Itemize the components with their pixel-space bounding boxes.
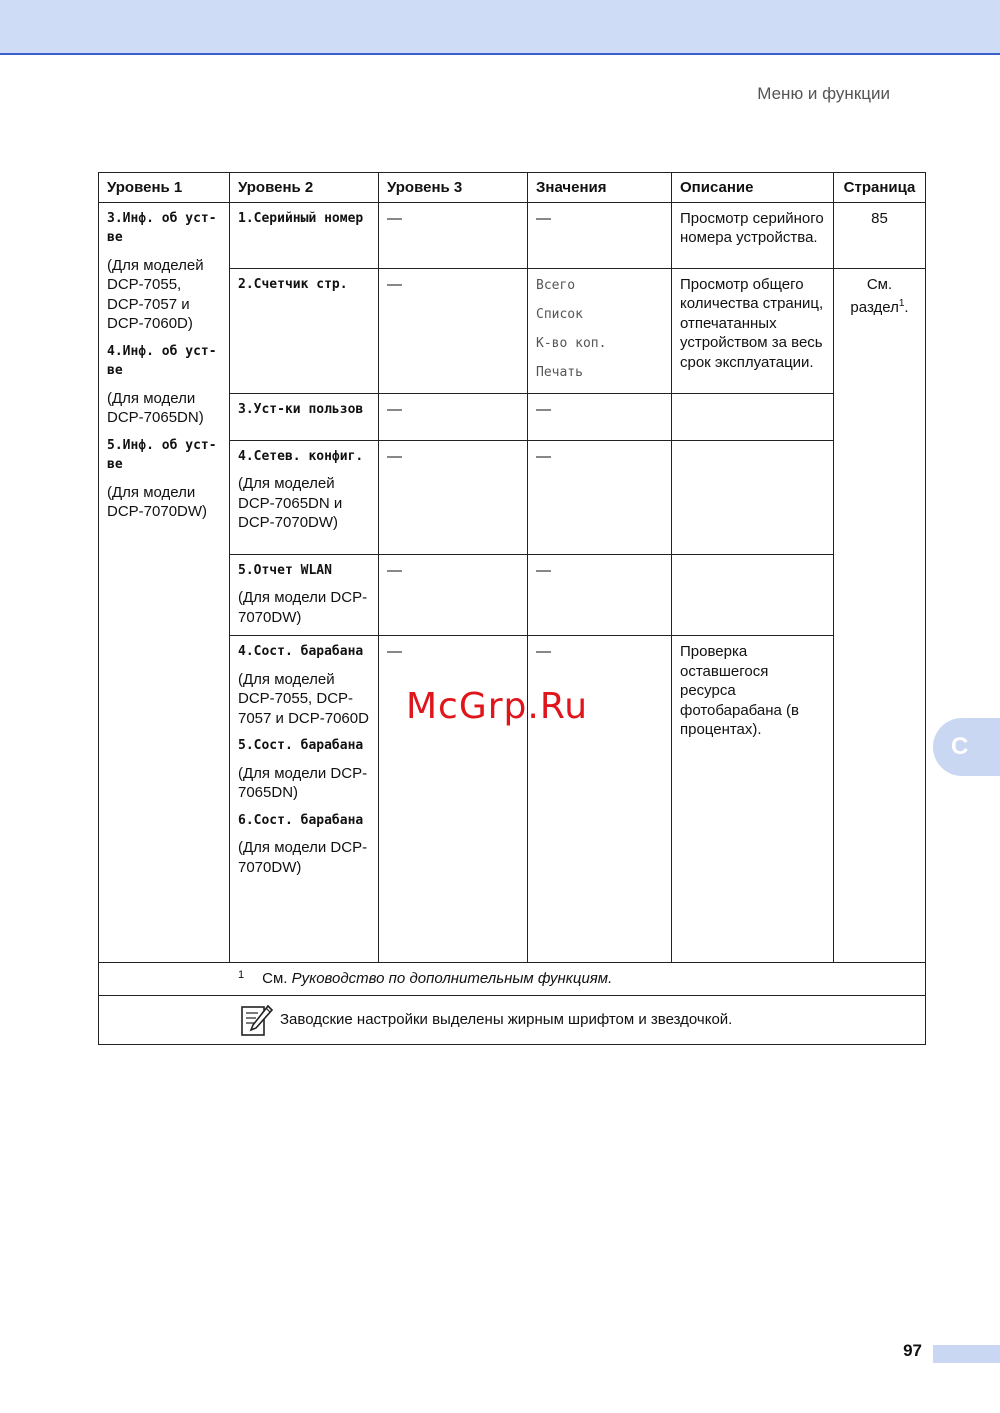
- values-dash: —: [536, 643, 551, 660]
- level2-code: 3.Уст-ки пользов: [238, 401, 364, 417]
- level3-cell: [379, 554, 528, 636]
- value-option: Список: [536, 306, 583, 322]
- description-cell: Просмотр серийного номера устройства.: [672, 202, 834, 268]
- level2-note: (Для моделей DCP-7055, DCP-7057 и DCP-7060D: [238, 670, 369, 727]
- table-header-row: [99, 173, 926, 203]
- level2-cell: [230, 202, 379, 268]
- level2-code: 1.Серийный номер: [238, 210, 364, 226]
- top-color-band: [0, 0, 1000, 55]
- level2-code: 2.Счетчик стр.: [238, 276, 348, 292]
- level2-cell: [230, 268, 379, 393]
- description-cell: [672, 554, 834, 636]
- level3-dash: —: [387, 643, 402, 660]
- level1-note: (Для модели DCP-7065DN): [107, 389, 204, 426]
- appendix-side-tab[interactable]: [933, 718, 1000, 776]
- level3-dash: —: [387, 400, 402, 418]
- level3-cell: [379, 636, 528, 963]
- level2-code: 4.Сост. барабана: [238, 644, 364, 659]
- menu-functions-table: [98, 172, 926, 1045]
- side-tab-label: C: [951, 733, 969, 760]
- footnote-text: Руководство по дополнительным функциям.: [291, 970, 613, 987]
- footnote-row: [99, 963, 926, 996]
- running-header-title: Меню и функции: [757, 84, 890, 103]
- tip-row: [99, 995, 926, 1044]
- level1-note: (Для моделей DCP-7055, DCP-7057 и DCP-7060D): [107, 256, 204, 332]
- level3-dash: —: [387, 275, 402, 293]
- values-cell: [528, 393, 672, 440]
- level2-code: 5.Отчет WLAN: [238, 562, 332, 578]
- description-cell: [672, 440, 834, 554]
- header-level-1: Уровень 1: [99, 173, 230, 203]
- values-dash: —: [536, 400, 551, 418]
- level2-cell: [230, 636, 379, 963]
- level3-dash: —: [387, 561, 402, 579]
- level2-note: (Для модели DCP-7070DW): [238, 839, 368, 876]
- level3-cell: [379, 440, 528, 554]
- footnote-prefix: См.: [262, 970, 292, 987]
- level1-note: (Для модели DCP-7070DW): [107, 483, 208, 520]
- footnote-marker: 1: [898, 298, 905, 309]
- header-page: Страница: [834, 173, 926, 203]
- level3-dash: —: [387, 209, 402, 227]
- level3-dash: —: [387, 447, 402, 465]
- description-cell: [672, 393, 834, 440]
- level1-code: 4.Инф. об уст-ве: [107, 343, 217, 378]
- value-option: Всего: [536, 277, 576, 293]
- description-cell: Просмотр общего количества страниц, отпечатанных устройством за весь срок эксплуатации.: [672, 268, 834, 393]
- level2-code: 4.Сетев. конфиг.: [238, 448, 364, 464]
- description-cell: Проверка оставшегося ресурса фотобарабана (в процентах).: [672, 636, 834, 963]
- table-row: [99, 202, 926, 268]
- level2-note: (Для модели DCP-7070DW): [238, 589, 368, 626]
- values-dash: —: [536, 561, 551, 579]
- value-option: К-во коп.: [536, 335, 607, 351]
- page-number-band: [933, 1345, 1000, 1363]
- level2-note: (Для модели DCP-7065DN): [238, 764, 368, 801]
- header-level-3: Уровень 3: [379, 173, 528, 203]
- level2-note: (Для моделей DCP-7065DN и DCP-7070DW): [238, 475, 343, 531]
- page-cell: 85: [834, 202, 926, 268]
- level1-code: 3.Инф. об уст-ве: [107, 210, 217, 245]
- footnote-cell: [99, 963, 926, 996]
- page-number: 97: [903, 1341, 922, 1360]
- values-cell: [528, 202, 672, 268]
- level3-cell: [379, 202, 528, 268]
- footnote-number: 1: [238, 969, 245, 981]
- level2-cell: [230, 440, 379, 554]
- values-dash: —: [536, 447, 551, 465]
- header-level-2: Уровень 2: [230, 173, 379, 203]
- level2-code: 5.Сост. барабана: [238, 738, 364, 753]
- header-values: Значения: [528, 173, 672, 203]
- level2-cell: [230, 554, 379, 636]
- values-dash: —: [536, 209, 551, 227]
- watermark-text: McGrp.Ru: [406, 686, 589, 727]
- values-cell: [528, 636, 672, 963]
- value-option: Печать: [536, 364, 583, 380]
- level2-code: 6.Сост. барабана: [238, 812, 364, 828]
- level2-cell: [230, 393, 379, 440]
- tip-text: Заводские настройки выделены жирным шрифтом и звездочкой.: [280, 1010, 733, 1028]
- level3-cell: [379, 268, 528, 393]
- level3-cell: [379, 393, 528, 440]
- values-cell: [528, 554, 672, 636]
- tip-cell: [99, 995, 926, 1044]
- values-cell: [528, 440, 672, 554]
- header-description: Описание: [672, 173, 834, 203]
- level1-code: 5.Инф. об уст-ве: [107, 437, 217, 472]
- memo-pencil-icon: [238, 1002, 274, 1038]
- page-reference: См. раздел: [850, 275, 899, 316]
- page-cell: См. раздел$^1$.: [834, 268, 926, 963]
- values-cell: [528, 268, 672, 393]
- level1-cell: [99, 202, 230, 963]
